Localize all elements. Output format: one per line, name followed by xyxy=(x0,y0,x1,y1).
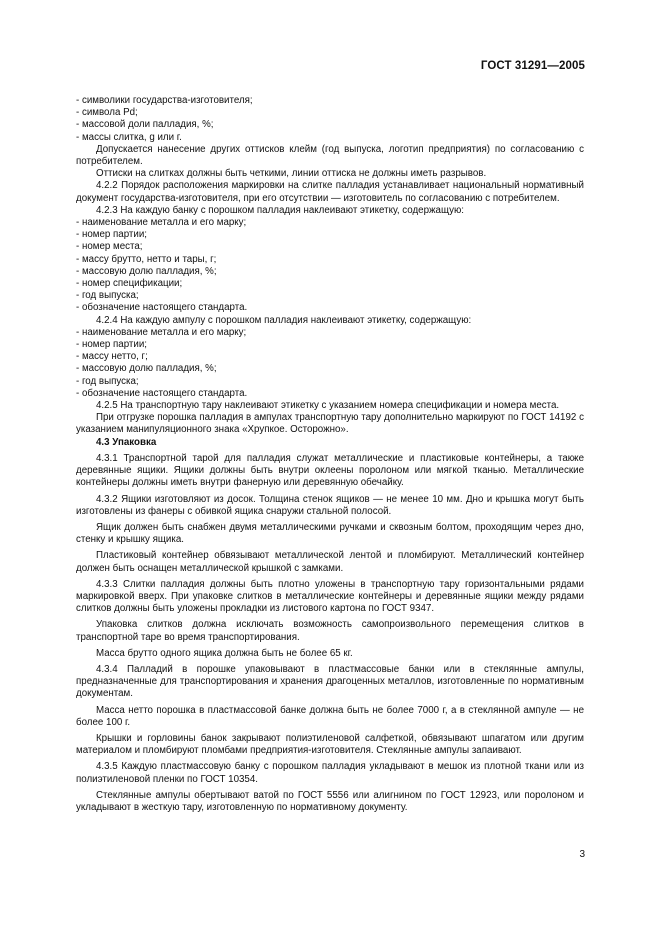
paragraph: Ящик должен быть снабжен двумя металлическими ручками и сквозным болтом, проходящим через дно, стенку и крышку ящика. xyxy=(76,521,584,546)
list-item: - массу нетто, г; xyxy=(76,351,148,363)
list-item: - номер партии; xyxy=(76,339,147,351)
list-item: - год выпуска; xyxy=(76,290,139,302)
paragraph: Масса брутто одного ящика должна быть не более 65 кг. xyxy=(96,647,353,659)
paragraph: 4.3.4 Палладий в порошке упаковывают в пластмассовые банки или в стеклянные ампулы, предназначенные для транспортирования и хранения драгоценных металлов, изготовленные по нормативным документам. xyxy=(76,663,584,700)
list-item: - массу брутто, нетто и тары, г; xyxy=(76,253,217,265)
paragraph: 4.2.3 На каждую банку с порошком палладия наклеивают этикетку, содержащую: xyxy=(96,204,465,216)
paragraph: Упаковка слитков должна исключать возможность самопроизвольного перемещения слитков в транспортной таре во время транспортирования. xyxy=(76,619,584,643)
list-item: - обозначение настоящего стандарта. xyxy=(76,302,248,314)
page-number: 3 xyxy=(579,849,585,860)
paragraph: 4.2.4 На каждую ампулу с порошком палладия наклеивают этикетку, содержащую: xyxy=(96,314,472,326)
list-item: - наименование металла и его марку; xyxy=(76,326,247,338)
paragraph: 4.3.1 Транспортной тарой для палладия служат металлические и пластиковые контейнеры, а также деревянные ящики. Ящики должны быть внутри оклеены поролоном или мягкой тканью. Металлические контейнеры должны иметь внутри фанерную или деревянную обечайку. xyxy=(76,452,584,489)
paragraph: Крышки и горловины банок закрывают полиэтиленовой салфеткой, обвязывают шпагатом или другим материалом и пломбируют пломбами предприятия-изготовителя. Стеклянные ампулы запаивают. xyxy=(76,732,584,757)
paragraph: 4.2.2 Порядок расположения маркировки на слитке палладия устанавливает национальный нормативный документ государства-изготовителя, при его отсутствии — изготовитель по согласованию с потребителем. xyxy=(76,180,584,204)
paragraph: Стеклянные ампулы обертывают ватой по ГОСТ 5556 или алигнином по ГОСТ 12923, или поролоном и укладывают в жесткую тару, изготовленную по нормативному документу. xyxy=(76,789,584,813)
list-item: - массовую долю палладия, %; xyxy=(76,363,217,375)
paragraph: 4.2.5 На транспортную тару наклеивают этикетку с указанием номера спецификации и номера места. xyxy=(96,400,560,412)
document-header-id: ГОСТ 31291—2005 xyxy=(480,60,585,72)
document-body xyxy=(76,95,584,814)
paragraph: 4.3.3 Слитки палладия должны быть плотно уложены в транспортную тару горизонтальными рядами маркировкой вверх. При упаковке слитков в металлические контейнеры и деревянные ящики между рядами слитков должны быть уложены прокладки из листового картона по ГОСТ 9347. xyxy=(76,578,584,615)
list-item: - символики государства-изготовителя; xyxy=(76,95,253,106)
list-item: - обозначение настоящего стандарта. xyxy=(76,387,248,399)
paragraph: 4.3.5 Каждую пластмассовую банку с порошком палладия укладывают в мешок из плотной ткани или из полиэтиленовой пленки по ГОСТ 10354. xyxy=(76,761,584,785)
paragraph: 4.3.2 Ящики изготовляют из досок. Толщина стенок ящиков — не менее 10 мм. Дно и крышка могут быть изготовлены из фанеры с обивкой ящика снаружи стальной полосой. xyxy=(76,493,584,517)
list-item: - массовой доли палладия, %; xyxy=(76,119,214,131)
list-item: - номер спецификации; xyxy=(76,278,183,290)
list-item: - массовую долю палладия, %; xyxy=(76,265,217,277)
list-item: - наименование металла и его марку; xyxy=(76,217,247,229)
list-item: - номер места; xyxy=(76,241,143,253)
paragraph: Допускается нанесение других оттисков клейм (год выпуска, логотип предприятия) по согласованию с потребителем. xyxy=(76,143,584,168)
list-item: - массы слитка, g или г. xyxy=(76,131,182,143)
paragraph: Оттиски на слитках должны быть четкими, линии оттиска не должны иметь разрывов. xyxy=(96,168,487,180)
list-item: - год выпуска; xyxy=(76,375,139,387)
paragraph: Масса нетто порошка в пластмассовой банке должна быть не более 7000 г, а в стеклянной ампуле — не более 100 г. xyxy=(76,704,584,728)
list-item: - символа Pd; xyxy=(76,107,138,119)
list-item: - номер партии; xyxy=(76,229,147,241)
section-heading: 4.3 Упаковка xyxy=(96,436,157,448)
paragraph: Пластиковый контейнер обвязывают металлической лентой и пломбируют. Металлический контейнер должен быть оснащен металлической крышкой с замками. xyxy=(76,550,584,574)
paragraph: При отгрузке порошка палладия в ампулах транспортную тару дополнительно маркируют по ГОСТ 14192 с указанием манипуляционного знака «Хрупкое. Осторожно». xyxy=(76,412,584,436)
